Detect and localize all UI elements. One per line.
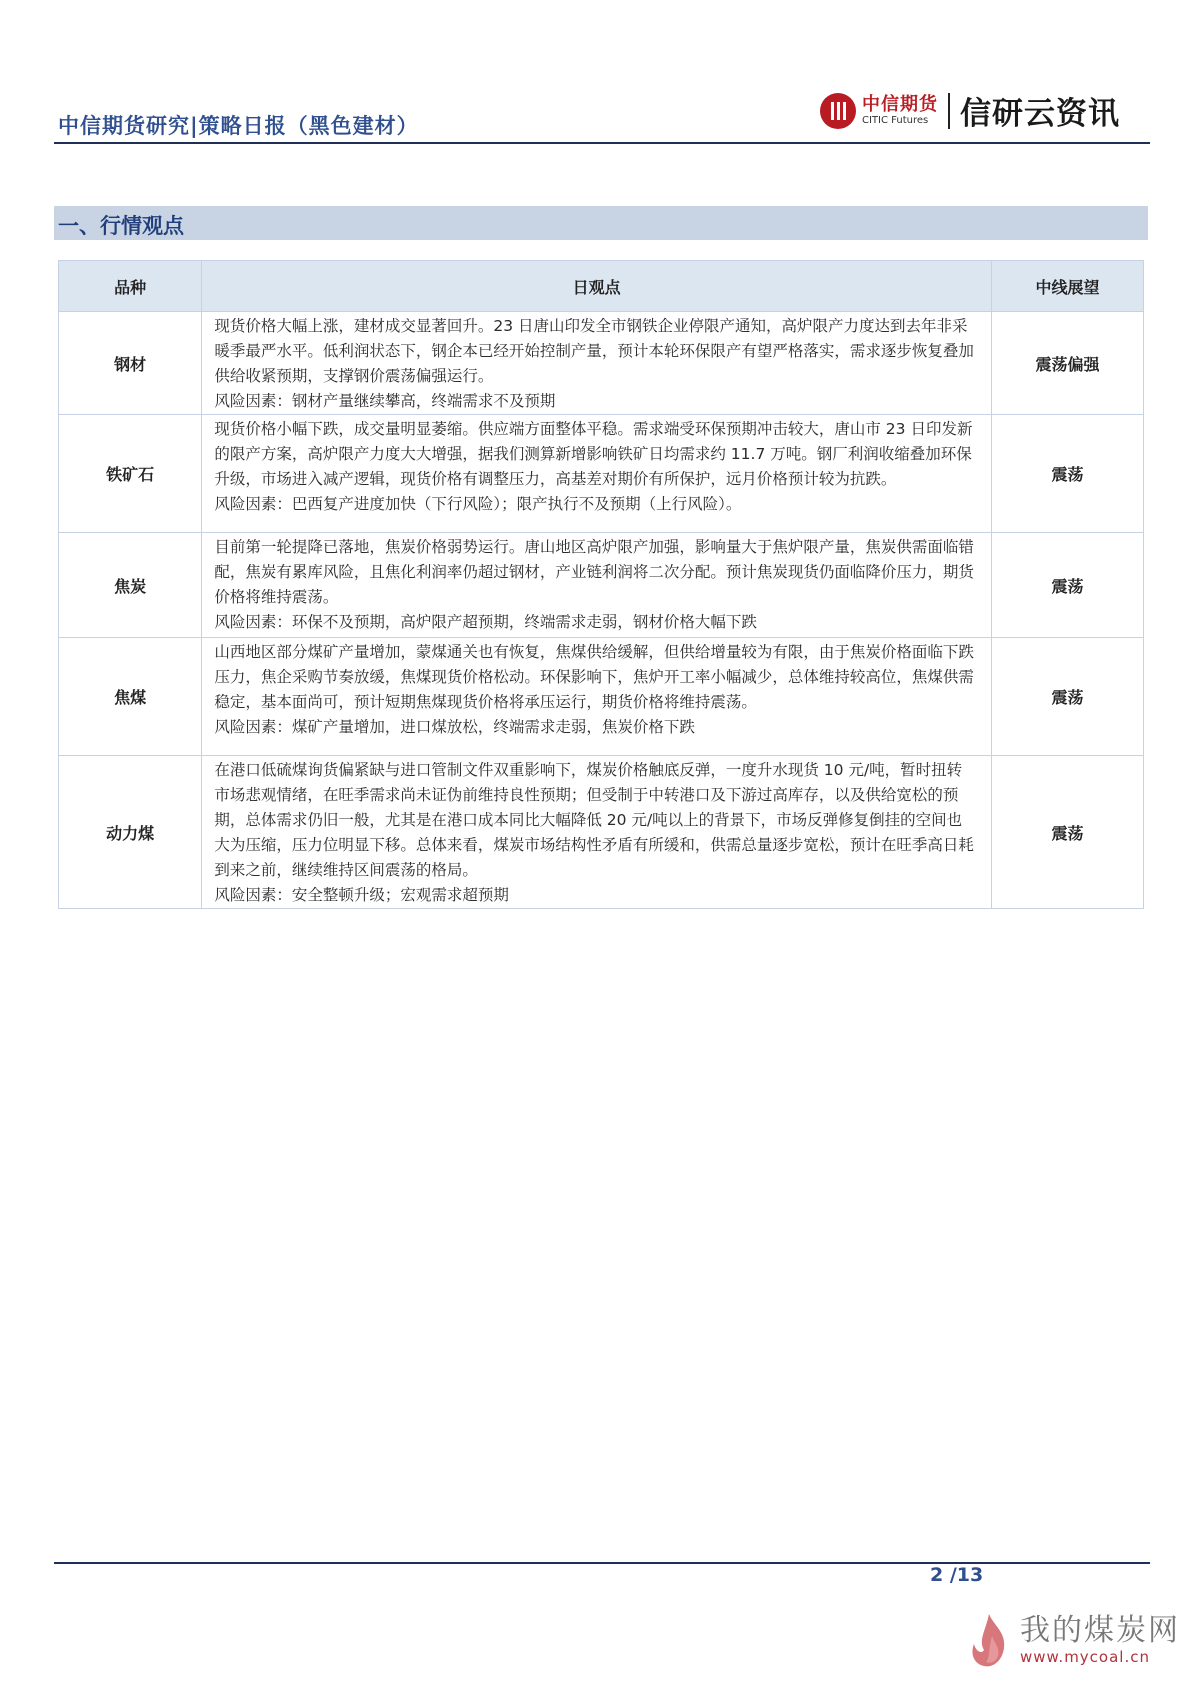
risk-text: 风险因素：巴西复产进度加快（下行风险）；限产执行不及预期（上行风险）。: [214, 495, 742, 513]
risk-text: 风险因素：环保不及预期，高炉限产超预期，终端需求走弱，钢材价格大幅下跌: [214, 613, 757, 631]
variety-cell: 焦煤: [59, 638, 202, 756]
table-header-row: [59, 261, 1144, 312]
page-number: 2 /13: [930, 1564, 984, 1586]
outlook-cell: 震荡: [991, 756, 1143, 909]
view-cell: [202, 638, 992, 756]
watermark-url: www.mycoal.cn: [1020, 1648, 1150, 1666]
footer-rule: [54, 1562, 1150, 1564]
view-text: 现货价格大幅上涨，建材成交显著回升。23 日唐山印发全市钢铁企业停限产通知，高炉限产力度达到去年非采暖季最严水平。低利润状态下，钢企本已经开始控制产量，预计本轮环保限产有望严格落实，需求逐步恢复叠加供给收紧预期，支撑钢价震荡偏强运行。: [214, 317, 974, 385]
risk-text: 风险因素：钢材产量继续攀高，终端需求不及预期: [214, 392, 556, 410]
table-row: [59, 415, 1144, 533]
risk-text: 风险因素：安全整顿升级；宏观需求超预期: [214, 886, 509, 904]
logo-cn-text: 中信期货: [862, 93, 938, 115]
column-header-view: 日观点: [202, 261, 992, 312]
header-rule: [54, 142, 1150, 144]
citic-seal-icon: [820, 93, 856, 129]
table-row: [59, 312, 1144, 415]
column-header-outlook: 中线展望: [991, 261, 1143, 312]
view-text: 在港口低硫煤询货偏紧缺与进口管制文件双重影响下，煤炭价格触底反弹，一度升水现货 10 元/吨，暂时扭转市场悲观情绪，在旺季需求尚未证伪前维持良性预期；但受制于中转港口及下游过高库存，以及供给宽松的预期，总体需求仍旧一般，尤其是在港口成本同比大幅降低 20 元/吨以上的背景下，市场反弹修复倒挂的空间也大为压缩，压力位明显下移。总体来看，煤炭市场结构性矛盾有所缓和，供需总量逐步宽松，预计在旺季高日耗到来之前，继续维持区间震荡的格局。: [214, 761, 974, 879]
watermark: [964, 1610, 1180, 1670]
view-cell: [202, 756, 992, 909]
section-heading: [54, 206, 1148, 240]
variety-cell: 动力煤: [59, 756, 202, 909]
report-title: 中信期货研究|策略日报（黑色建材）: [58, 114, 419, 138]
market-views-table: [58, 260, 1144, 909]
logo: [820, 88, 1120, 133]
variety-cell: 焦炭: [59, 533, 202, 638]
outlook-cell: 震荡: [991, 533, 1143, 638]
variety-cell: 钢材: [59, 312, 202, 415]
outlook-cell: 震荡: [991, 638, 1143, 756]
column-header-variety: 品种: [59, 261, 202, 312]
view-text: 现货价格小幅下跌，成交量明显萎缩。供应端方面整体平稳。需求端受环保预期冲击较大，唐山市 23 日印发新的限产方案，高炉限产力度大大增强，据我们测算新增影响铁矿日均需求约 11.7 万吨。钢厂利润收缩叠加环保升级，市场进入减产逻辑，现货价格有调整压力，高基差对期价有所保护，远月价格预计较为抗跌。: [214, 420, 973, 488]
risk-text: 风险因素：煤矿产量增加，进口煤放松，终端需求走弱，焦炭价格下跌: [214, 718, 695, 736]
flame-icon: [964, 1610, 1014, 1670]
view-cell: [202, 415, 992, 533]
table-row: [59, 756, 1144, 909]
view-text: 目前第一轮提降已落地，焦炭价格弱势运行。唐山地区高炉限产加强，影响量大于焦炉限产量，焦炭供需面临错配，焦炭有累库风险，且焦化利润率仍超过钢材，产业链利润将二次分配。预计焦炭现货仍面临降价压力，期货价格将维持震荡。: [214, 538, 974, 606]
table-row: [59, 638, 1144, 756]
brand-name: 信研云资讯: [960, 96, 1120, 132]
logo-en-text: CITIC Futures: [862, 114, 929, 126]
view-text: 山西地区部分煤矿产量增加，蒙煤通关也有恢复，焦煤供给缓解，但供给增量较为有限，由于焦炭价格面临下跌压力，焦企采购节奏放缓，焦煤现货价格松动。环保影响下，焦炉开工率小幅减少，总体维持较高位，焦煤供需稳定，基本面尚可，预计短期焦煤现货价格将承压运行，期货价格将维持震荡。: [214, 643, 974, 711]
table-row: [59, 533, 1144, 638]
view-cell: [202, 312, 992, 415]
outlook-cell: 震荡偏强: [991, 312, 1143, 415]
variety-cell: 铁矿石: [59, 415, 202, 533]
outlook-cell: 震荡: [991, 415, 1143, 533]
logo-divider: [948, 93, 950, 129]
watermark-cn: 我的煤炭网: [1020, 1613, 1180, 1648]
section-title: 一、行情观点: [58, 214, 184, 238]
view-cell: [202, 533, 992, 638]
